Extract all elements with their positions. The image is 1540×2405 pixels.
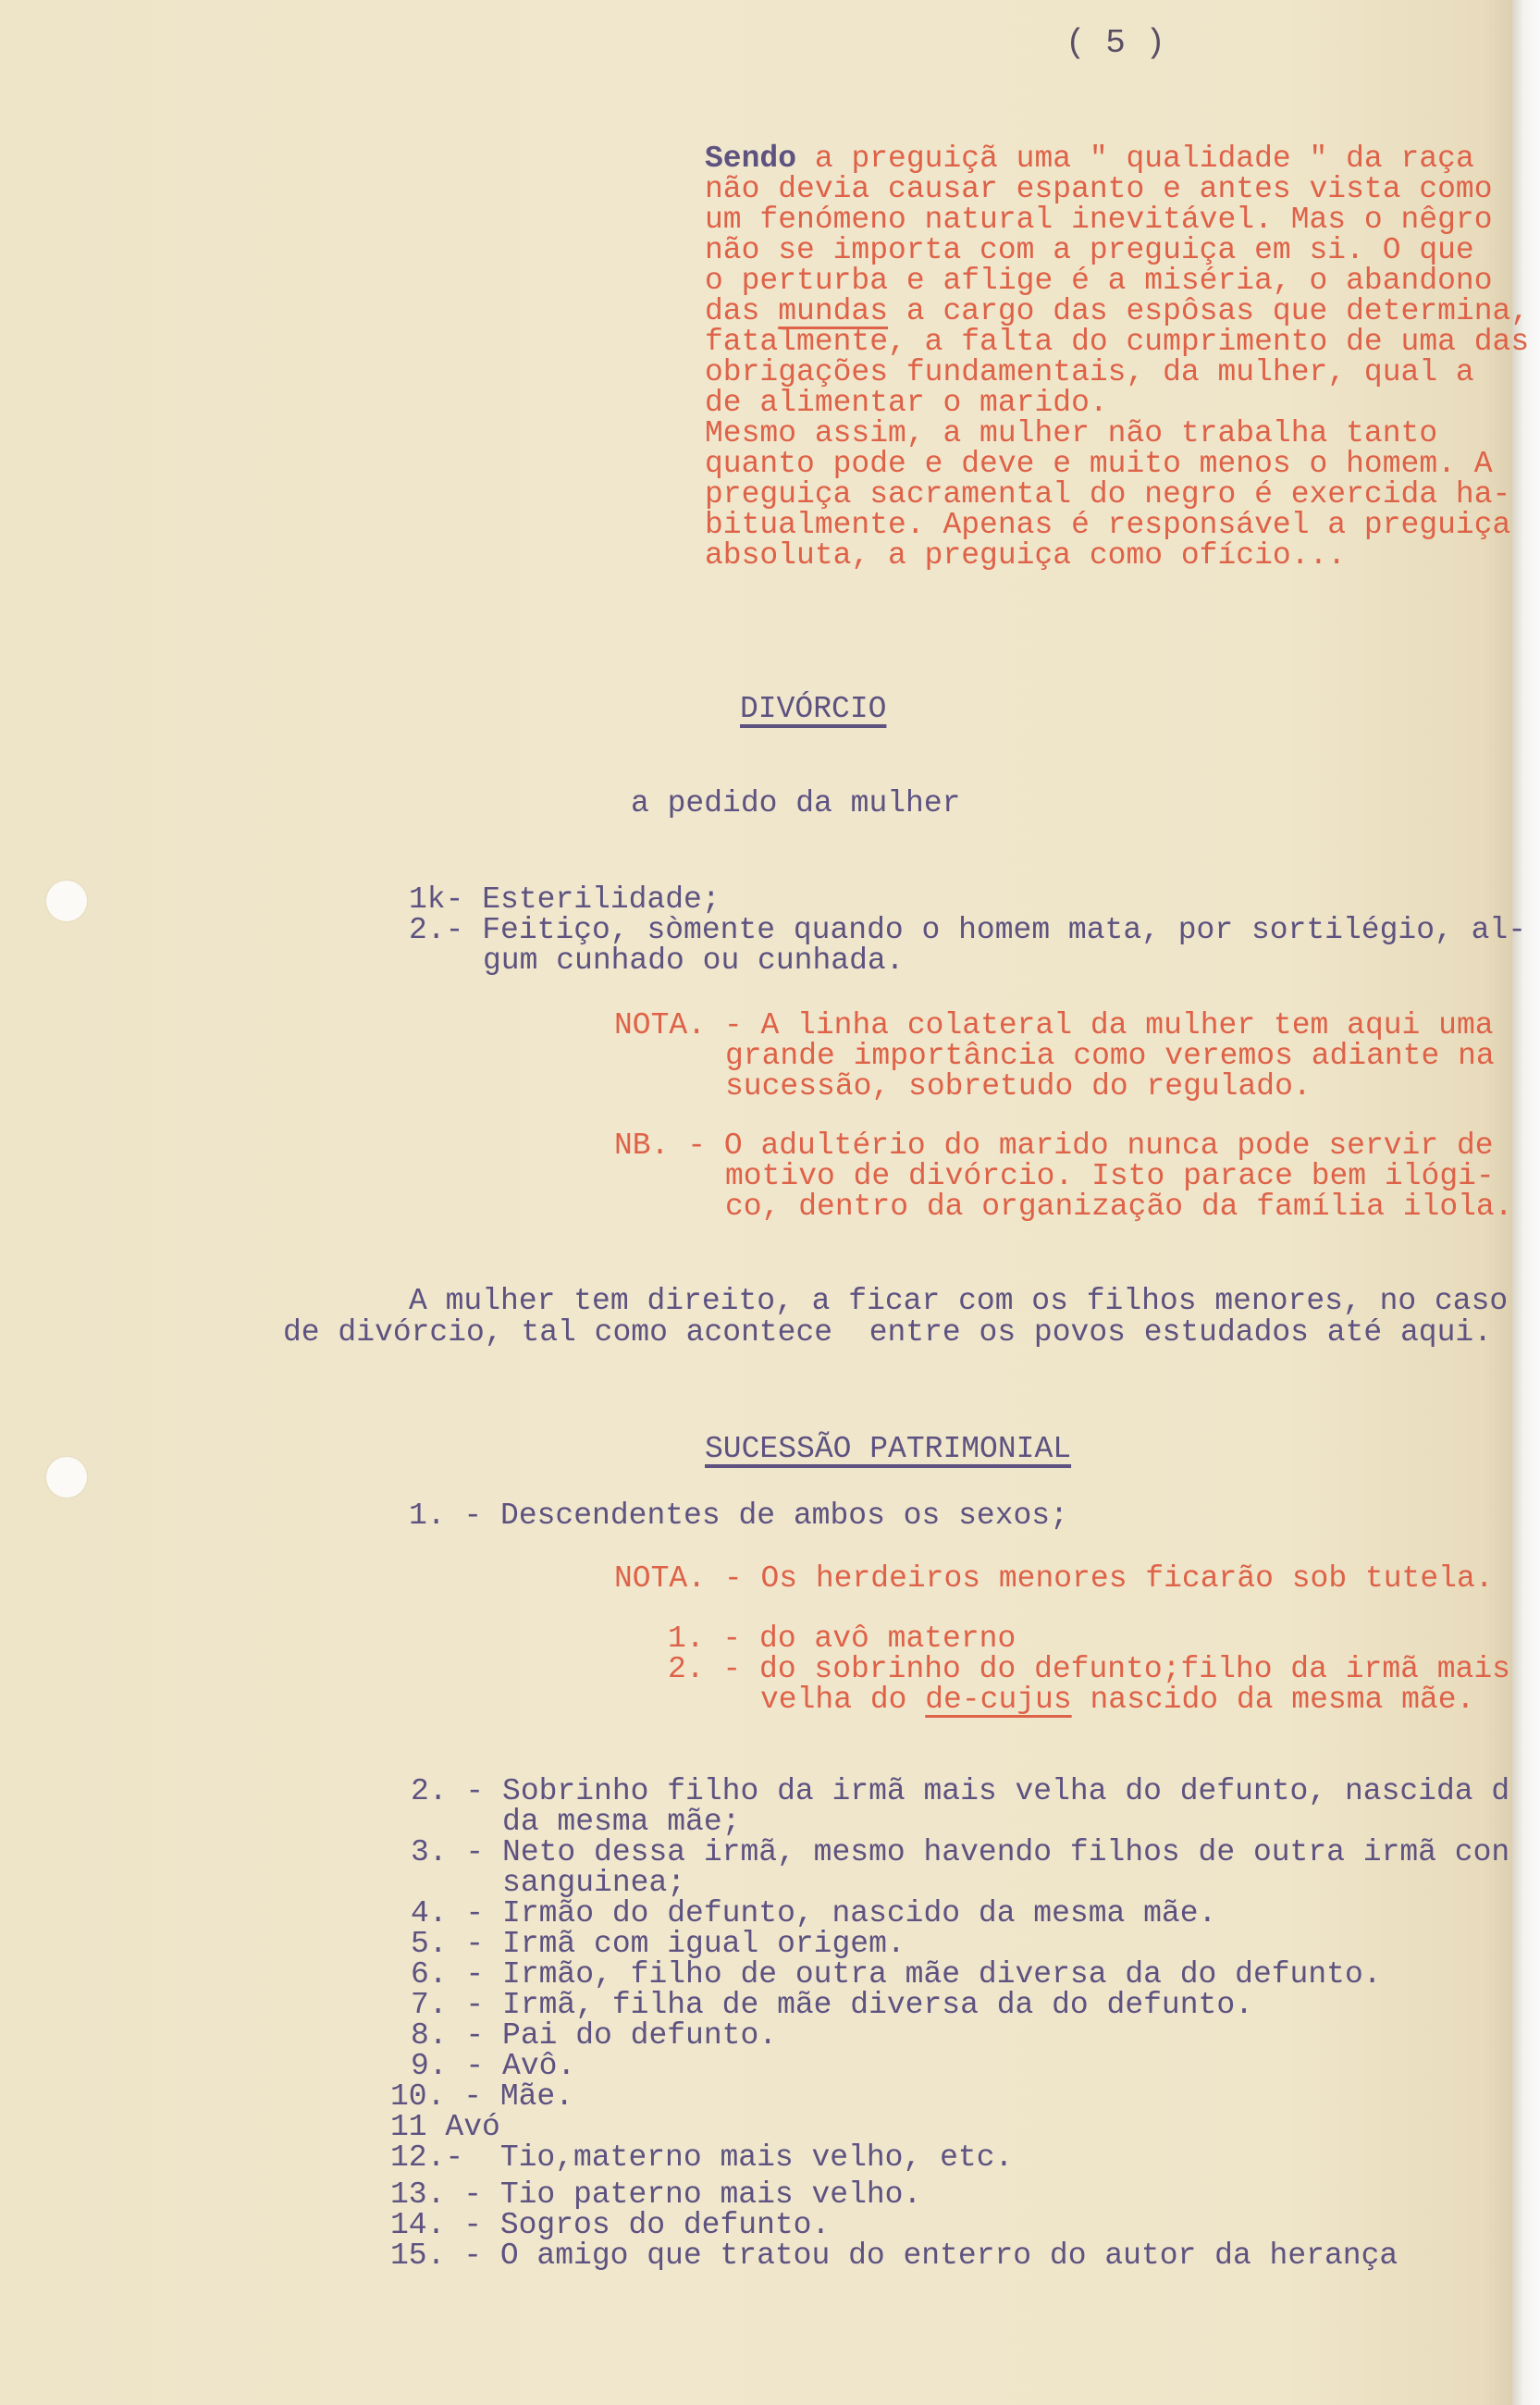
intro-line: o perturba e aflige é a miséria, o abandono bbox=[705, 264, 1493, 298]
list-item: 3. - Neto dessa irmã, mesmo havendo filhos de outra irmã con bbox=[411, 1835, 1510, 1869]
heading-sucessao: SUCESSÃO PATRIMONIAL bbox=[705, 1432, 1072, 1466]
nota-label: NOTA. bbox=[614, 1008, 707, 1042]
nb-line: motivo de divórcio. Isto parace bem ilógi- bbox=[725, 1159, 1495, 1193]
list-item: 6. - Irmão, filho de outra mãe diversa da do defunto. bbox=[411, 1957, 1382, 1992]
heading-divorcio: DIVÓRCIO bbox=[740, 692, 887, 726]
underlined-word-mundas: mundas bbox=[778, 294, 889, 328]
nota-line: sucessão, sobretudo do regulado. bbox=[725, 1069, 1312, 1104]
divorce-reasons-list bbox=[409, 884, 1526, 976]
list-item: 2. - Sobrinho filho da irmã mais velha do defunto, nascida d bbox=[411, 1774, 1510, 1808]
tutela-item: 2. - do sobrinho do defunto;filho da irmã mais bbox=[668, 1652, 1510, 1686]
intro-line: das bbox=[705, 294, 779, 328]
intro-line: absoluta, a preguiça como ofício... bbox=[705, 538, 1347, 573]
tutela-list bbox=[668, 1623, 1510, 1715]
nb-line: co, dentro da organização da família ilola. bbox=[725, 1190, 1513, 1224]
list-item: 10. - Mãe. bbox=[390, 2079, 574, 2114]
sucessao-nota: NOTA. - Os herdeiros menores ficarão sob tutela. bbox=[614, 1561, 1494, 1596]
list-item: 15. - O amigo que tratou do enterro do autor da herança bbox=[390, 2238, 1398, 2273]
divorcio-subtitle: a pedido da mulher bbox=[631, 786, 961, 820]
list-item: 8. - Pai do defunto. bbox=[411, 2018, 778, 2053]
intro-line: fatalmente, a falta do cumprimento de uma das bbox=[705, 325, 1530, 359]
underlined-term-de-cujus: de-cujus bbox=[925, 1683, 1072, 1717]
custody-line-2: de divórcio, tal como acontece entre os povos estudados até aqui. bbox=[283, 1315, 1493, 1350]
list-item-continuation: sanguinea; bbox=[411, 1866, 686, 1900]
tutela-item: 1. - do avô materno bbox=[668, 1622, 1016, 1656]
intro-line: quanto pode e deve e muito menos o homem. A bbox=[705, 447, 1493, 481]
nb-label: NB. bbox=[614, 1128, 670, 1163]
custody-line-1: A mulher tem direito, a ficar com os filhos menores, no caso bbox=[409, 1284, 1509, 1318]
list-item-continuation: da mesma mãe; bbox=[411, 1805, 741, 1839]
intro-line: obrigações fundamentais, da mulher, qual a bbox=[705, 355, 1474, 389]
divorcio-nb: NB. - O adultério do marido nunca pode servir de motivo de divórcio. Isto parace bem ilógi- co, dentro da organização da família ilola. bbox=[614, 1128, 1513, 1224]
list-item: 13. - Tio paterno mais velho. bbox=[390, 2177, 922, 2212]
list-item: 7. - Irmã, filha de mãe diversa da do defunto. bbox=[411, 1988, 1253, 2022]
nota-label: NOTA. bbox=[614, 1561, 707, 1596]
list-item-continuation: gum cunhado ou cunhada. bbox=[483, 944, 905, 978]
list-item: 11 Avó bbox=[390, 2110, 500, 2144]
list-item: 2.- Feitiço, sòmente quando o homem mata, por sortilégio, al- bbox=[409, 913, 1527, 947]
nota-line: grande importância como veremos adiante na bbox=[725, 1039, 1495, 1073]
list-item: 14. - Sogros do defunto. bbox=[390, 2208, 831, 2242]
punch-hole-top bbox=[46, 881, 87, 921]
succession-order-list bbox=[390, 1776, 1509, 2271]
intro-line: um fenómeno natural inevitável. Mas o nêgro bbox=[705, 203, 1493, 237]
intro-line: Mesmo assim, a mulher não trabalha tanto bbox=[705, 416, 1438, 450]
list-item: 5. - Irmã com igual origem. bbox=[411, 1927, 906, 1961]
list-item: 1k- Esterilidade; bbox=[409, 882, 721, 917]
intro-line: a preguiçã uma " qualidade " da raça bbox=[796, 142, 1474, 176]
intro-line: preguiça sacramental do negro é exercida ha- bbox=[705, 477, 1511, 512]
intro-line: de alimentar o marido. bbox=[705, 386, 1108, 420]
page-number: ( 5 ) bbox=[1066, 24, 1166, 62]
list-item: 12.- Tio,materno mais velho, etc. bbox=[390, 2140, 1014, 2175]
list-item: 4. - Irmão do defunto, nascido da mesma mãe. bbox=[411, 1896, 1217, 1930]
sucessao-item-1: 1. - Descendentes de ambos os sexos; bbox=[409, 1498, 1068, 1533]
intro-line: a cargo das espôsas que determina, bbox=[888, 294, 1530, 328]
intro-line: não se importa com a preguiça em si. O que bbox=[705, 233, 1474, 267]
tutela-item-continuation: velha do de-cujus nascido da mesma mãe. bbox=[760, 1683, 1475, 1717]
punch-hole-bottom bbox=[46, 1457, 87, 1498]
intro-paragraph bbox=[705, 143, 1529, 571]
intro-first-word: Sendo bbox=[705, 142, 797, 176]
intro-line: não devia causar espanto e antes vista como bbox=[705, 172, 1493, 206]
divorcio-nota: NOTA. - A linha colateral da mulher tem aqui uma grande importância como veremos adiante na sucessão, sobretudo do regulado. bbox=[614, 1008, 1495, 1104]
intro-line: bitualmente. Apenas é responsável a preguiça bbox=[705, 508, 1511, 542]
list-item: 9. - Avô. bbox=[411, 2049, 576, 2083]
